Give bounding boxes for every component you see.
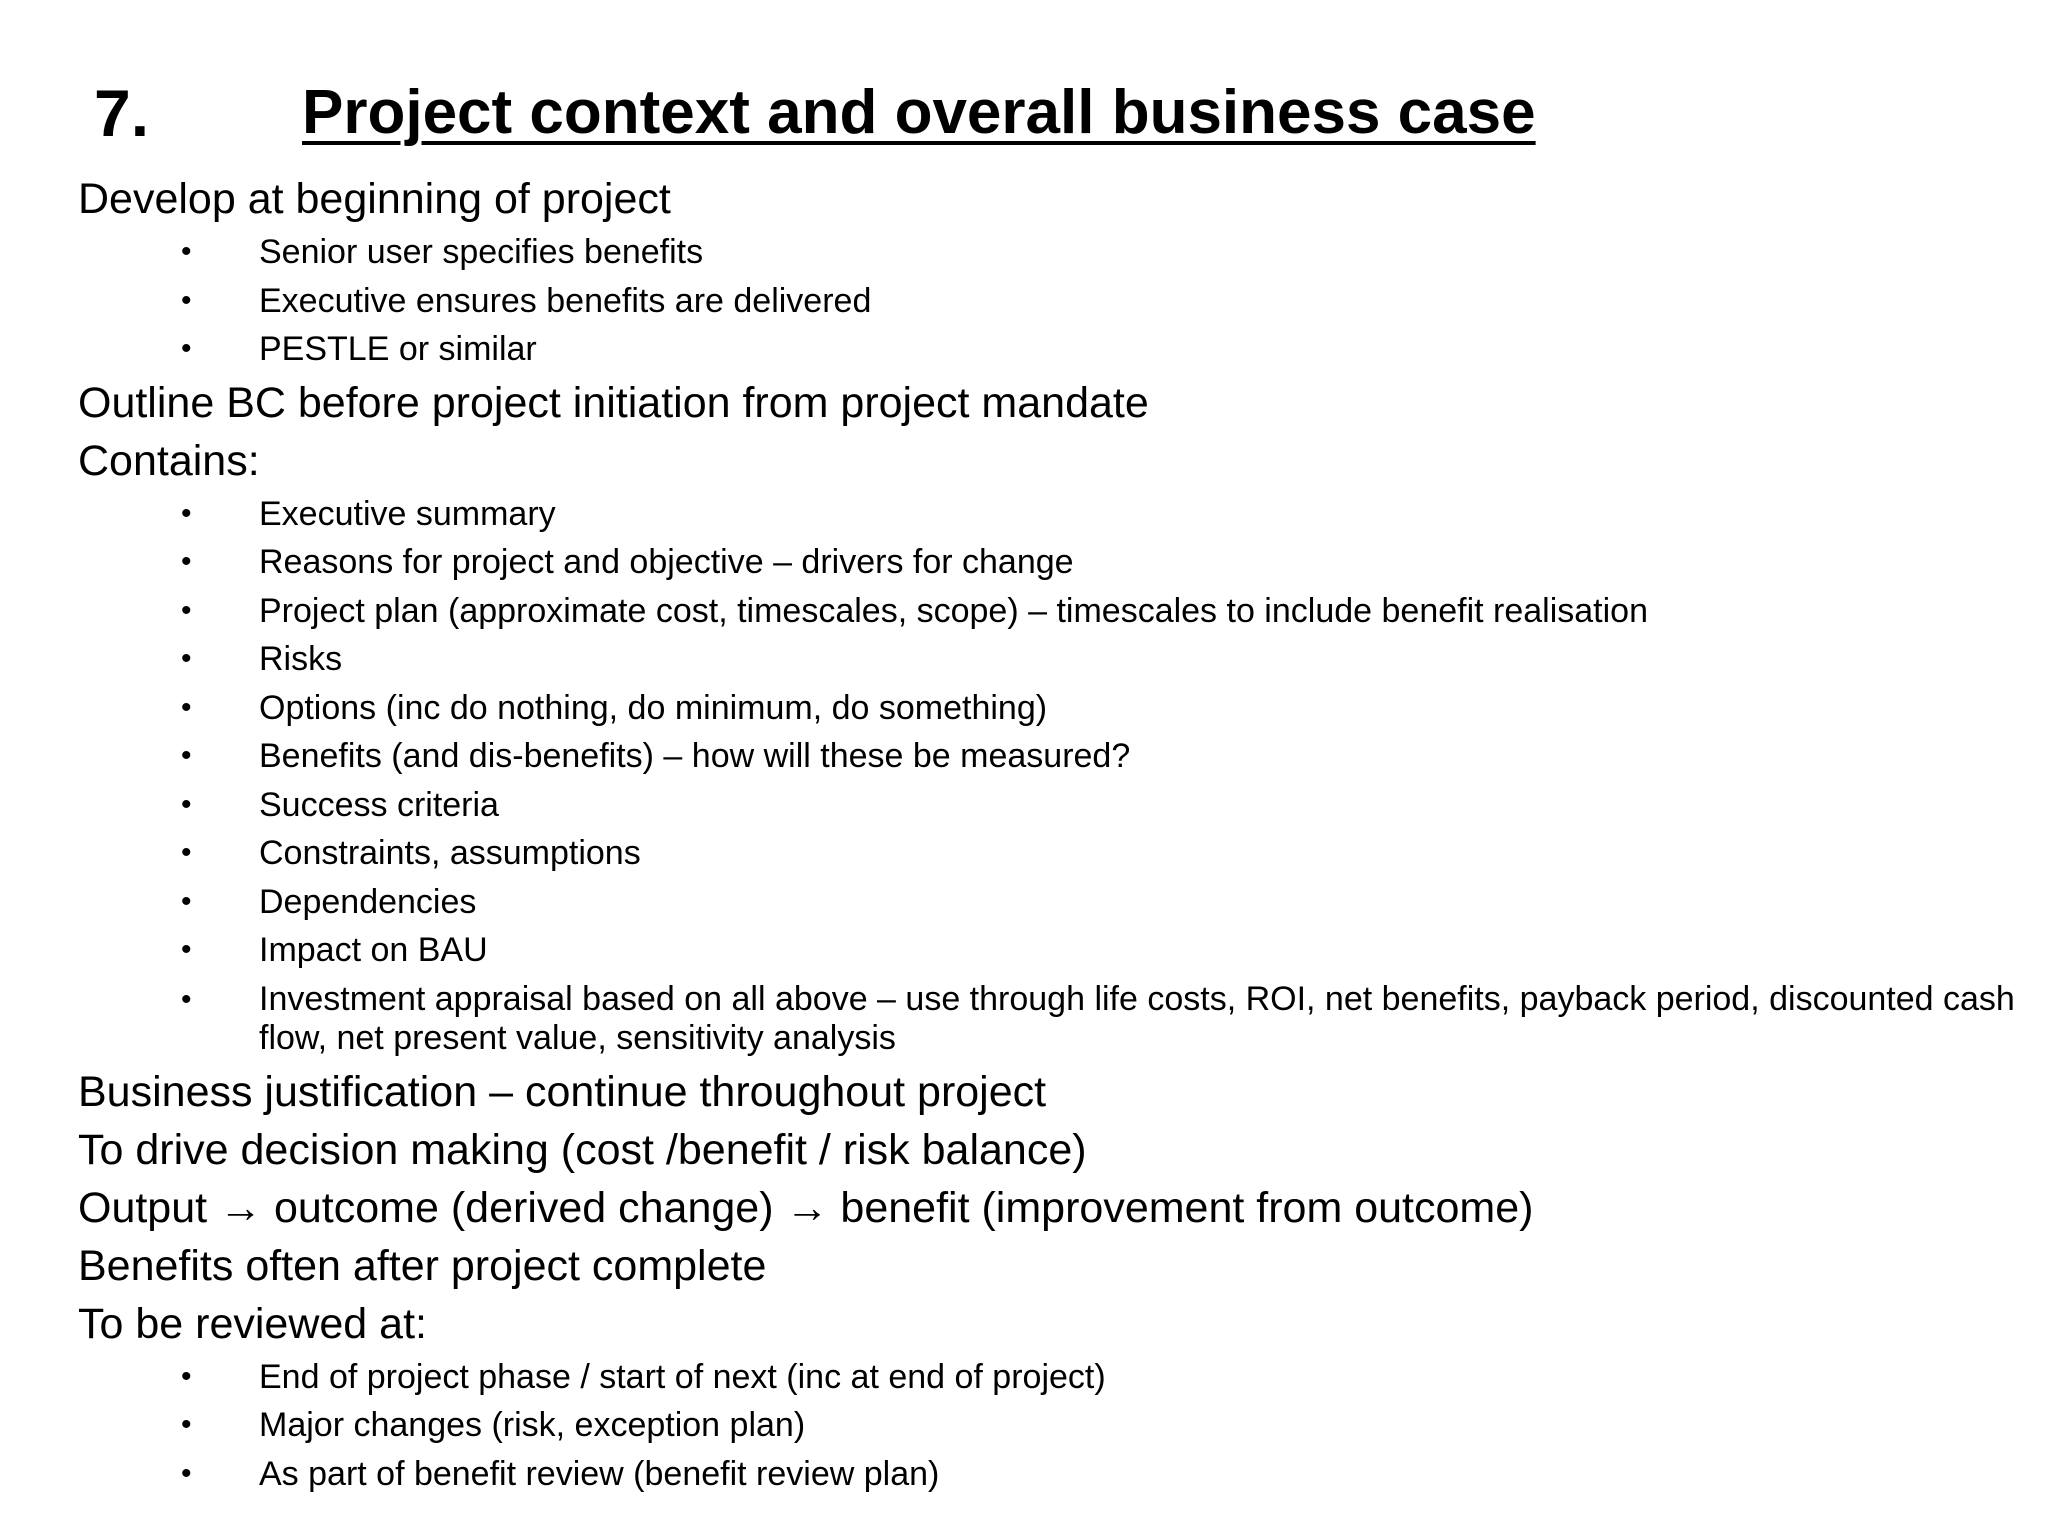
bullet-icon: • [181, 836, 192, 869]
section-heading: Develop at beginning of project [78, 175, 671, 223]
bullet-icon: • [181, 982, 192, 1016]
list-item [78, 277, 2018, 326]
bullet-icon: • [181, 332, 192, 365]
bullet-icon: • [181, 593, 192, 627]
slide-title [94, 68, 1994, 158]
section-heading: Output → outcome (derived change) → benefit (improvement from outcome) [78, 1183, 1534, 1232]
bullet-icon: • [181, 545, 192, 578]
list-item-text: Options (inc do nothing, do minimum, do something) [259, 688, 1048, 727]
list-item-text: Constraints, assumptions [259, 834, 641, 872]
list-item-text: Investment appraisal based on all above – use through life costs, ROI, net benefits, payback period, discounted cash flow, net present value, sensitivity analysis [259, 979, 2015, 1057]
list-item [78, 490, 2018, 539]
bullet-icon: • [181, 1456, 192, 1490]
bullet-icon: • [181, 235, 192, 268]
page-title: Project context and overall business case [302, 78, 1536, 147]
list-item-text: Impact on BAU [259, 931, 488, 969]
list-item-text: Benefits (and dis-benefits) – how will these be measured? [259, 737, 1131, 775]
list-item-text: As part of benefit review (benefit review plan) [259, 1454, 940, 1493]
list-item [78, 325, 2018, 374]
bullet-icon: • [181, 1408, 192, 1441]
section-number: 7. [94, 76, 150, 150]
list-item [78, 878, 2018, 927]
list-item [78, 926, 2018, 975]
bullet-list [78, 1353, 2018, 1499]
list-item [78, 975, 2018, 1063]
slide-body [78, 170, 2018, 1498]
list-item [78, 781, 2018, 830]
list-item-text: Executive ensures benefits are delivered [259, 281, 872, 320]
section-heading: Business justification – continue throughout project [78, 1067, 1047, 1116]
list-item [78, 538, 2018, 587]
list-item [78, 635, 2018, 684]
list-item [78, 587, 2018, 636]
bullet-icon: • [181, 496, 192, 530]
bullet-list [78, 228, 2018, 374]
list-item-text: Senior user specifies benefits [259, 233, 704, 271]
bullet-icon: • [181, 1359, 192, 1393]
list-item-text: End of project phase / start of next (inc at end of project) [259, 1357, 1106, 1396]
bullet-list [78, 490, 2018, 1063]
list-item [78, 829, 2018, 878]
list-item [78, 1450, 2018, 1499]
bullet-icon: • [181, 787, 192, 821]
bullet-icon: • [181, 739, 192, 772]
bullet-icon: • [181, 642, 192, 675]
section-heading: Contains: [78, 436, 260, 485]
bullet-icon: • [181, 884, 192, 918]
list-item-text: PESTLE or similar [259, 330, 537, 368]
list-item-text: Major changes (risk, exception plan) [259, 1406, 806, 1444]
list-item-text: Success criteria [259, 785, 499, 824]
section-heading: To be reviewed at: [78, 1299, 427, 1348]
list-item-text: Project plan (approximate cost, timescales, scope) – timescales to include benefit realisation [259, 591, 1649, 630]
list-item-text: Dependencies [259, 882, 477, 921]
bullet-icon: • [181, 283, 192, 317]
bullet-icon: • [181, 933, 192, 966]
list-item [78, 732, 2018, 781]
section-heading: To drive decision making (cost /benefit / risk balance) [78, 1125, 1087, 1174]
list-item-text: Risks [259, 640, 343, 678]
section-heading: Benefits often after project complete [78, 1241, 767, 1290]
list-item [78, 228, 2018, 277]
list-item-text: Executive summary [259, 494, 556, 533]
section-heading: Outline BC before project initiation from project mandate [78, 378, 1149, 427]
list-item [78, 1353, 2018, 1402]
list-item [78, 1401, 2018, 1450]
list-item-text: Reasons for project and objective – drivers for change [259, 543, 1074, 581]
list-item [78, 684, 2018, 733]
bullet-icon: • [181, 690, 192, 724]
